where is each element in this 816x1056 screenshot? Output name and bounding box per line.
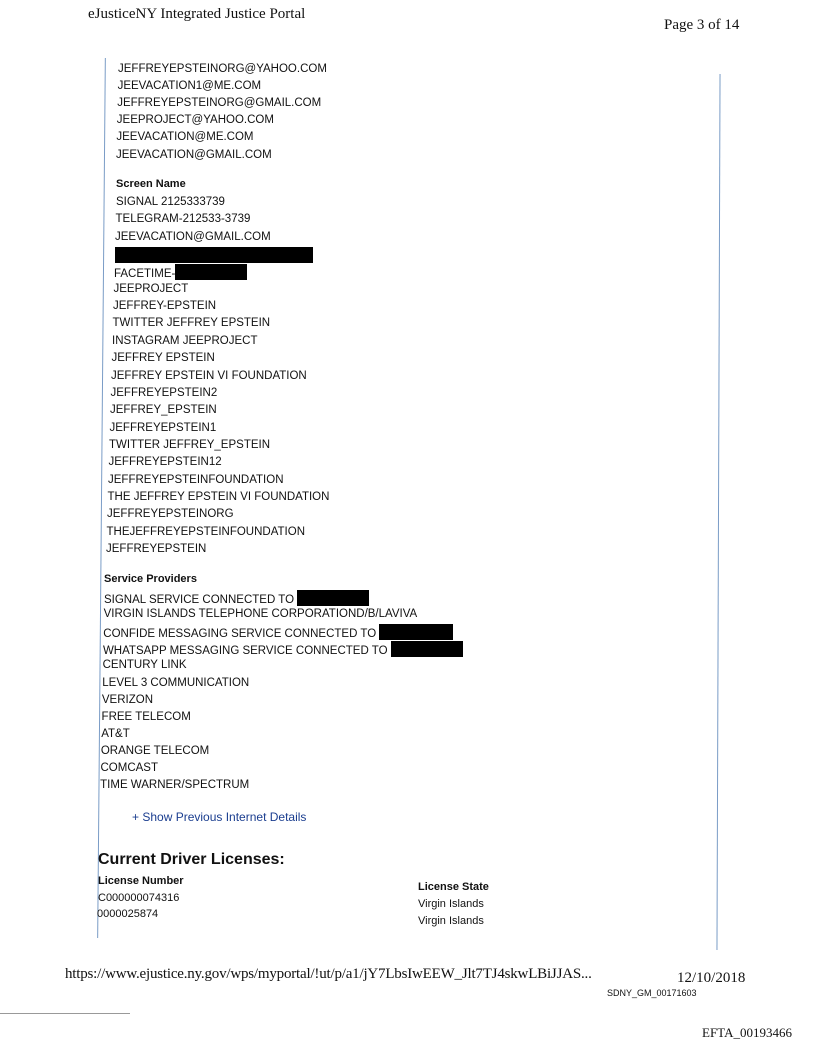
list-item bbox=[108, 473, 284, 487]
list-item bbox=[103, 624, 453, 641]
list-item bbox=[108, 490, 330, 504]
list-item-text: AT&T bbox=[101, 727, 130, 740]
list-item-text: VERIZON bbox=[101, 693, 154, 706]
list-item-text: INSTAGRAM JEEPROJECT bbox=[112, 334, 258, 347]
list-item-text: JEEPROJECT bbox=[113, 282, 189, 295]
list-item bbox=[116, 212, 251, 226]
list-item-text: JEFFREYEPSTEIN12 bbox=[108, 456, 222, 469]
show-previous-internet-details-link[interactable]: + Show Previous Internet Details bbox=[132, 810, 307, 824]
list-item-text: WHATSAPP MESSAGING SERVICE CONNECTED TO bbox=[102, 645, 391, 658]
list-item-text: JEFFREYEPSTEINFOUNDATION bbox=[108, 473, 284, 486]
service-providers-label: Service Providers bbox=[104, 573, 197, 585]
list-item bbox=[113, 299, 216, 313]
list-item-text: JEEVACATION1@ME.COM bbox=[117, 80, 262, 93]
list-item-text: JEEPROJECT@YAHOO.COM bbox=[116, 114, 274, 127]
list-item bbox=[109, 455, 222, 469]
list-item bbox=[103, 641, 463, 658]
list-item bbox=[118, 62, 327, 76]
footer-date: 12/10/2018 bbox=[677, 970, 746, 986]
list-item bbox=[114, 264, 247, 281]
list-item bbox=[115, 230, 271, 244]
list-item bbox=[109, 438, 270, 452]
list-item-text: TWITTER JEFFREY_EPSTEIN bbox=[109, 438, 271, 451]
list-item bbox=[118, 79, 262, 93]
list-item bbox=[111, 386, 218, 400]
list-item bbox=[101, 744, 209, 758]
list-item-text: THE JEFFREY EPSTEIN VI FOUNDATION bbox=[107, 490, 330, 503]
left-border bbox=[97, 58, 106, 938]
list-item bbox=[112, 351, 215, 365]
license-number: C000000074316 bbox=[98, 892, 180, 904]
list-item-text: CONFIDE MESSAGING SERVICE CONNECTED TO bbox=[103, 628, 380, 641]
list-item bbox=[111, 369, 307, 383]
list-item-text: JEFFREY EPSTEIN VI FOUNDATION bbox=[111, 369, 307, 382]
list-item bbox=[102, 676, 249, 690]
list-item-text: TWITTER JEFFREY EPSTEIN bbox=[112, 317, 271, 330]
list-item bbox=[114, 282, 189, 296]
list-item-text: TELEGRAM-212533-3739 bbox=[115, 213, 251, 226]
list-item bbox=[110, 421, 217, 435]
list-item-text: FACETIME- bbox=[114, 268, 176, 281]
footer-url: https://www.ejustice.ny.gov/wps/myportal/!ut/p/a1/jY7LbsIwEEW_Jlt7TJ4skwLBiJJAS... bbox=[65, 966, 592, 982]
license-state: Virgin Islands bbox=[418, 898, 484, 910]
list-item-text: JEFFREYEPSTEIN1 bbox=[109, 421, 217, 434]
list-item bbox=[104, 607, 418, 621]
list-item bbox=[107, 525, 306, 539]
redaction-block bbox=[297, 590, 369, 606]
list-item bbox=[106, 542, 206, 556]
list-item bbox=[103, 658, 187, 672]
list-item-text: JEFFREYEPSTEINORG@GMAIL.COM bbox=[117, 97, 322, 110]
list-item-text: FREE TELECOM bbox=[101, 710, 191, 723]
list-item-text: SIGNAL 2125333739 bbox=[116, 196, 225, 208]
list-item bbox=[116, 130, 253, 144]
license-state-label: License State bbox=[418, 881, 489, 893]
page-number: Page 3 of 14 bbox=[664, 17, 740, 33]
list-item-text: CENTURY LINK bbox=[102, 659, 187, 672]
redaction-block bbox=[115, 247, 313, 263]
list-item bbox=[116, 148, 272, 162]
efta-number: EFTA_00193466 bbox=[702, 1025, 792, 1040]
right-border bbox=[716, 74, 720, 950]
list-item bbox=[104, 590, 369, 607]
list-item bbox=[102, 693, 153, 707]
list-item-text: JEFFREY EPSTEIN bbox=[111, 352, 215, 365]
redaction-block bbox=[379, 624, 453, 640]
license-number-label: License Number bbox=[98, 875, 184, 887]
list-item bbox=[100, 778, 249, 792]
list-item bbox=[117, 113, 274, 127]
list-item-text: JEFFREY-EPSTEIN bbox=[113, 300, 217, 313]
divider bbox=[0, 1013, 130, 1014]
list-item-text: LEVEL 3 COMMUNICATION bbox=[102, 676, 250, 689]
list-item bbox=[110, 403, 217, 417]
redaction-block bbox=[391, 641, 463, 657]
list-item bbox=[101, 761, 159, 775]
list-item-text: JEFFREYEPSTEIN bbox=[106, 543, 207, 555]
license-state: Virgin Islands bbox=[418, 915, 484, 927]
list-item bbox=[112, 334, 257, 348]
list-item-text: ORANGE TELECOM bbox=[100, 744, 210, 757]
list-item bbox=[101, 727, 130, 741]
list-item bbox=[116, 195, 225, 209]
screen-name-label: Screen Name bbox=[116, 178, 186, 190]
redaction-block bbox=[175, 264, 247, 280]
licenses-title: Current Driver Licenses: bbox=[98, 851, 285, 868]
list-item-text: JEEVACATION@ME.COM bbox=[116, 131, 254, 144]
list-item-text: JEFFREYEPSTEIN2 bbox=[110, 386, 218, 399]
list-item bbox=[102, 710, 191, 724]
bates-number: SDNY_GM_00171603 bbox=[607, 988, 697, 998]
list-item-text: TIME WARNER/SPECTRUM bbox=[100, 779, 250, 792]
portal-title: eJusticeNY Integrated Justice Portal bbox=[88, 6, 306, 22]
list-item bbox=[113, 316, 271, 330]
list-item bbox=[115, 247, 313, 264]
list-item-text: JEFFREYEPSTEINORG bbox=[107, 508, 234, 521]
list-item-text: THEJEFFREYEPSTEINFOUNDATION bbox=[106, 525, 305, 538]
list-item-text: SIGNAL SERVICE CONNECTED TO bbox=[104, 594, 298, 606]
license-number: 0000025874 bbox=[97, 908, 159, 920]
list-item-text: JEFFREY_EPSTEIN bbox=[110, 404, 217, 417]
list-item-text: JEEVACATION@GMAIL.COM bbox=[116, 148, 272, 161]
list-item bbox=[117, 96, 321, 110]
list-item-text: COMCAST bbox=[100, 762, 158, 774]
list-item-text: VIRGIN ISLANDS TELEPHONE CORPORATIOND/B/LAVIVA bbox=[103, 608, 418, 621]
list-item-text: JEFFREYEPSTEINORG@YAHOO.COM bbox=[118, 63, 327, 75]
list-item bbox=[107, 507, 234, 521]
list-item-text: JEEVACATION@GMAIL.COM bbox=[115, 230, 271, 243]
